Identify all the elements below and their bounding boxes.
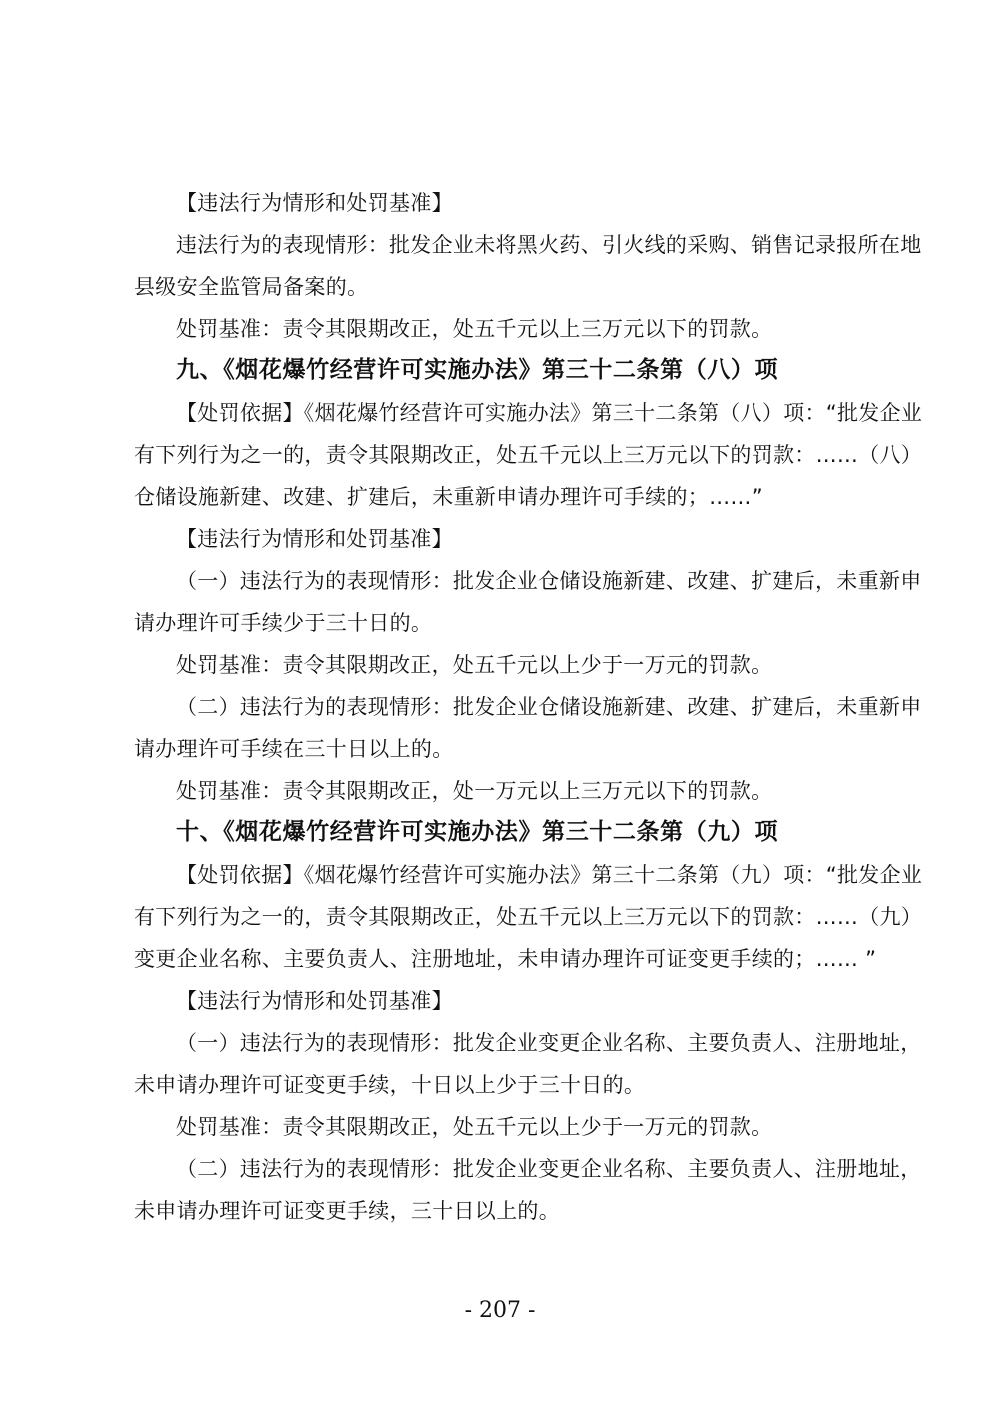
section-label: 【违法行为情形和处罚基准】 <box>176 989 453 1013</box>
paragraph-line: 有下列行为之一的，责令其限期改正，处五千元以上三万元以下的罚款：……（八） <box>134 443 923 467</box>
paragraph-line: 请办理许可手续少于三十日的。 <box>134 611 433 635</box>
paragraph-line: 变更企业名称、主要负责人、注册地址，未申请办理许可证变更手续的；…… ” <box>134 947 877 971</box>
paragraph-line: 未申请办理许可证变更手续，三十日以上的。 <box>134 1199 560 1223</box>
penalty-standard: 处罚基准：责令其限期改正，处五千元以上少于一万元的罚款。 <box>176 1115 773 1139</box>
paragraph-line: 有下列行为之一的，责令其限期改正，处五千元以上三万元以下的罚款：……（九） <box>134 905 923 929</box>
paragraph-line: 【处罚依据】《烟花爆竹经营许可实施办法》第三十二条第（八）项：“批发企业 <box>176 401 923 425</box>
section-label: 【违法行为情形和处罚基准】 <box>176 527 453 551</box>
paragraph-line: 县级安全监管局备案的。 <box>134 275 369 299</box>
section-heading: 十、《烟花爆竹经营许可实施办法》第三十二条第（九）项 <box>176 818 779 845</box>
paragraph-line: （一）违法行为的表现情形：批发企业仓储设施新建、改建、扩建后，未重新申 <box>176 569 922 593</box>
paragraph-line: 仓储设施新建、改建、扩建后，未重新申请办理许可手续的；……” <box>134 485 763 509</box>
paragraph-line: （二）违法行为的表现情形：批发企业变更企业名称、主要负责人、注册地址， <box>176 1157 922 1181</box>
paragraph-line: （二）违法行为的表现情形：批发企业仓储设施新建、改建、扩建后，未重新申 <box>176 695 922 719</box>
paragraph-line: 违法行为的表现情形：批发企业未将黑火药、引火线的采购、销售记录报所在地 <box>176 233 922 257</box>
paragraph-line: 未申请办理许可证变更手续，十日以上少于三十日的。 <box>134 1073 646 1097</box>
paragraph-line: （一）违法行为的表现情形：批发企业变更企业名称、主要负责人、注册地址， <box>176 1031 922 1055</box>
paragraph-line: 请办理许可手续在三十日以上的。 <box>134 737 454 761</box>
penalty-standard: 处罚基准：责令其限期改正，处一万元以上三万元以下的罚款。 <box>176 779 773 803</box>
penalty-standard: 处罚基准：责令其限期改正，处五千元以上少于一万元的罚款。 <box>176 653 773 677</box>
penalty-standard: 处罚基准：责令其限期改正，处五千元以上三万元以下的罚款。 <box>176 317 773 341</box>
paragraph-line: 【处罚依据】《烟花爆竹经营许可实施办法》第三十二条第（九）项：“批发企业 <box>176 863 923 887</box>
section-label: 【违法行为情形和处罚基准】 <box>176 191 453 215</box>
page-number: - 207 - <box>464 1298 536 1323</box>
section-heading: 九、《烟花爆竹经营许可实施办法》第三十二条第（八）项 <box>176 356 779 383</box>
